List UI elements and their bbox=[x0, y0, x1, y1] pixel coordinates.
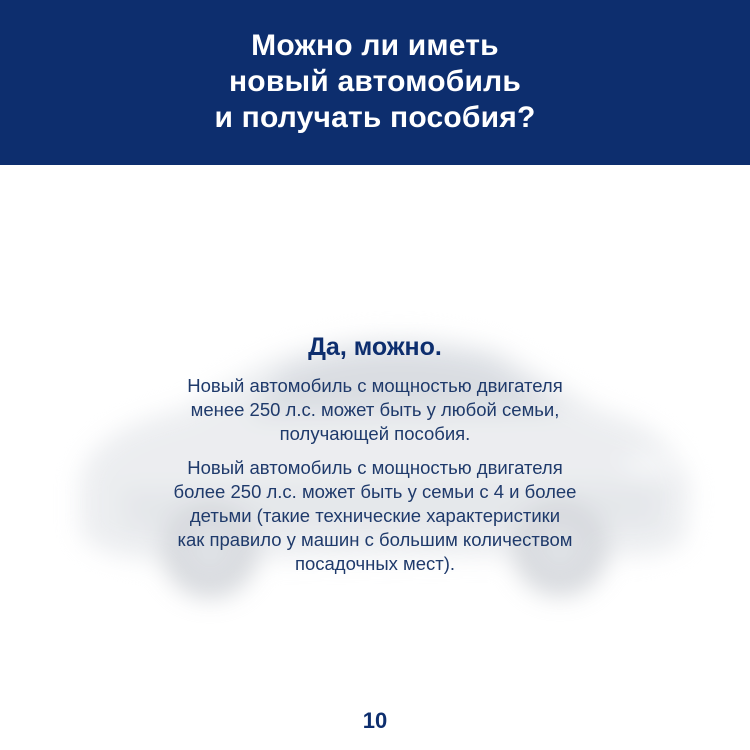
answer-section bbox=[0, 332, 750, 576]
page-number: 10 bbox=[362, 708, 388, 733]
answer-heading: Да, можно. bbox=[308, 333, 442, 361]
paragraph-over-250hp: Новый автомобиль с мощностью двигателя более 250 л.с. может быть у семьи с 4 и более детьми (такие технические характеристики как правило у машин с большим количеством посадочных мест). bbox=[173, 457, 577, 574]
header-banner bbox=[0, 0, 750, 165]
page-title: Можно ли иметь новый автомобиль и получать пособия? bbox=[214, 28, 536, 134]
paragraph-under-250hp: Новый автомобиль с мощностью двигателя менее 250 л.с. может быть у любой семьи, получающей пособия. bbox=[187, 375, 563, 444]
